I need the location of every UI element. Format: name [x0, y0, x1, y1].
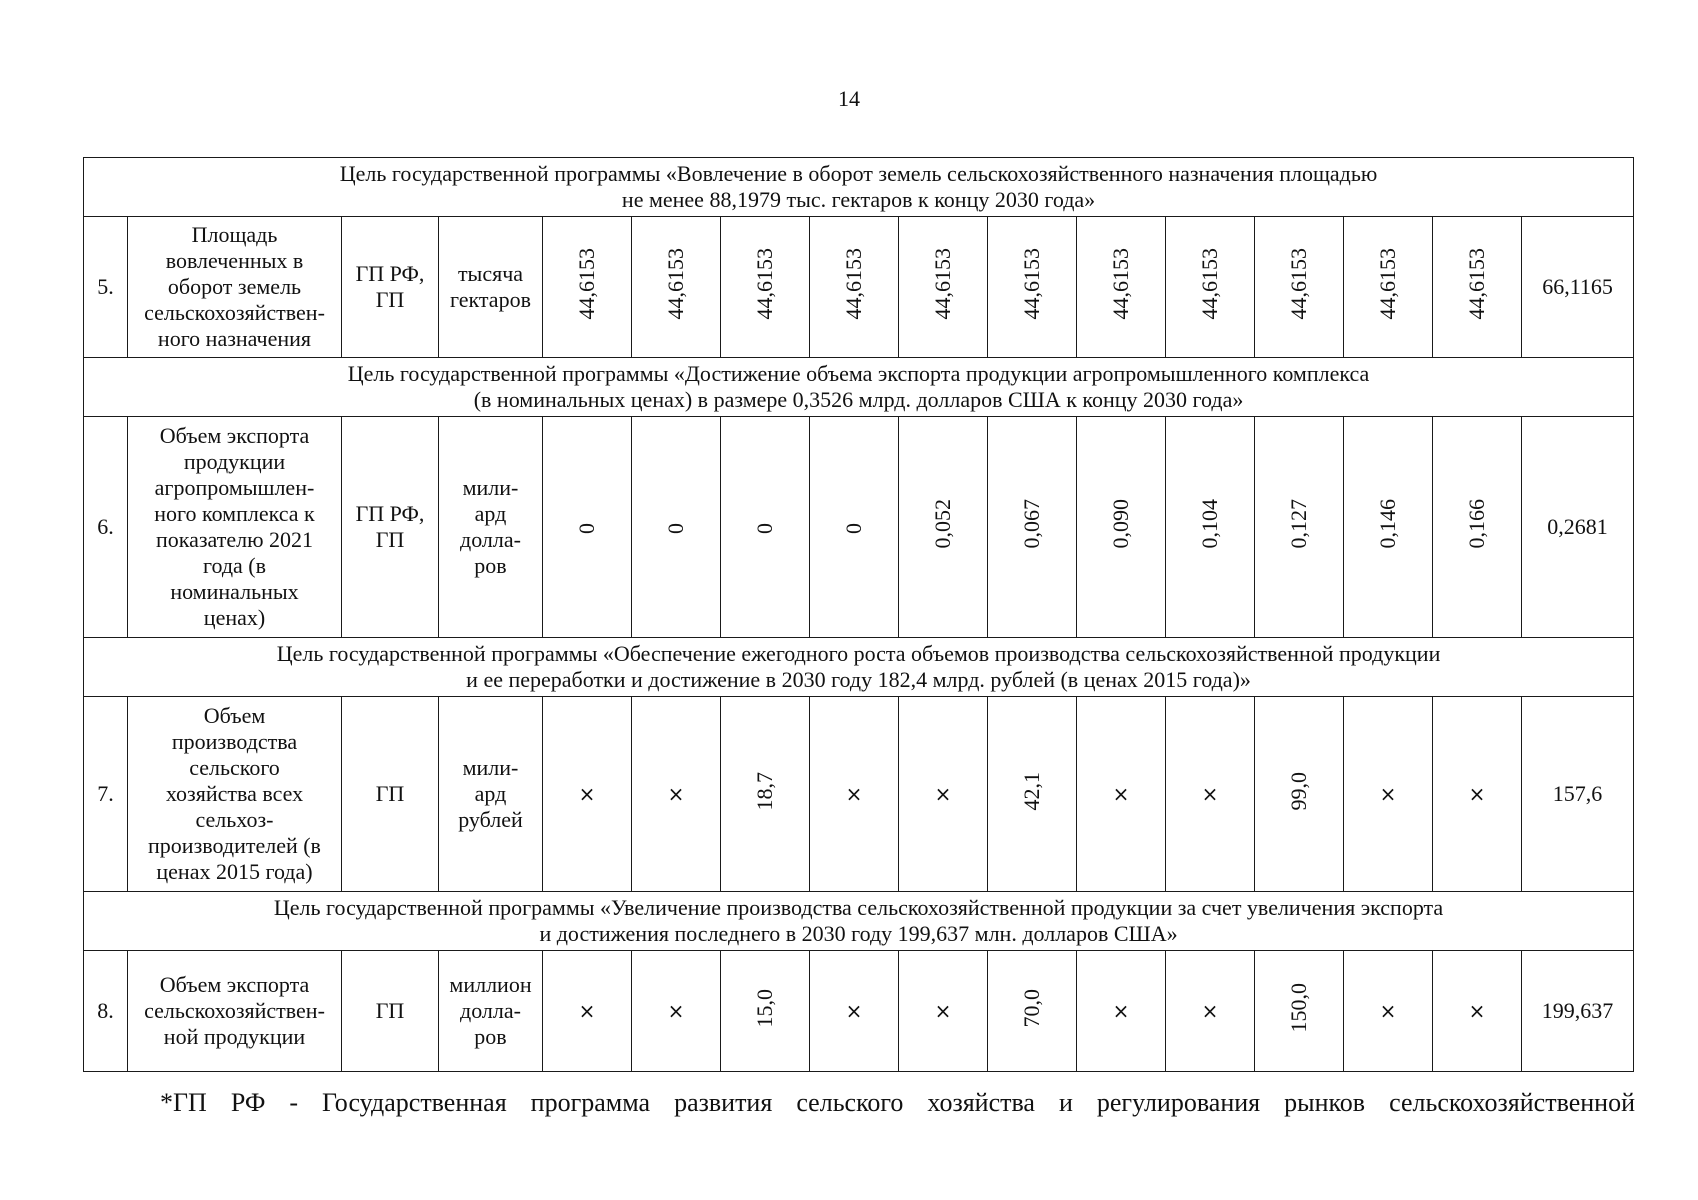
value-cell: [810, 951, 899, 1072]
value-text: 0,146: [1375, 499, 1400, 549]
not-applicable-mark: ×: [667, 782, 685, 806]
value-text: 0,127: [1286, 499, 1311, 549]
value-cell: [899, 951, 988, 1072]
row-number: 7.: [84, 697, 128, 892]
value-cell: [543, 417, 632, 638]
program-line: ГП: [375, 998, 405, 1023]
value-cell: [543, 217, 632, 358]
value-cell: [899, 217, 988, 358]
unit-line: миллион: [449, 972, 532, 997]
value-cell: [721, 217, 810, 358]
goal-text: и достижения последнего в 2030 году 199,637 млн. долларов США»: [539, 921, 1178, 946]
indicator-name-line: ценах): [203, 605, 266, 630]
value-cell: [543, 951, 632, 1072]
value-cell: [810, 417, 899, 638]
indicator-name-line: ного комплекса к: [154, 501, 315, 526]
unit-line: ард: [474, 501, 507, 526]
value-cell: [1077, 417, 1166, 638]
not-applicable-mark: ×: [1112, 999, 1130, 1023]
value-cell: [988, 951, 1077, 1072]
program-line: ГП: [375, 781, 405, 806]
indicator-name-line: оборот земель: [167, 274, 302, 299]
value-text: 70,0: [1019, 988, 1044, 1028]
indicator-row: [84, 217, 1634, 358]
indicator-name-line: ценах 2015 года): [156, 859, 313, 884]
program-line: ГП: [375, 527, 405, 552]
value-text: 0: [841, 523, 866, 534]
indicator-name: [128, 417, 342, 638]
indicator-name-line: номинальных: [170, 579, 299, 604]
indicator-name-line: года (в: [202, 553, 266, 578]
indicator-row: [84, 417, 1634, 638]
total-value: 199,637: [1522, 951, 1634, 1072]
indicator-name-line: Объем: [203, 703, 266, 728]
value-cell: [1433, 417, 1522, 638]
value-cell: [1077, 951, 1166, 1072]
value-text: 44,6153: [1286, 248, 1311, 320]
value-cell: [988, 217, 1077, 358]
value-cell: [1433, 951, 1522, 1072]
indicator-name-line: хозяйства всех: [165, 781, 304, 806]
program-line: ГП РФ,: [355, 261, 425, 286]
unit-line: ров: [474, 553, 507, 578]
indicator-name-line: Площадь: [191, 222, 278, 247]
unit-line: мили-: [462, 475, 519, 500]
value-cell: [721, 417, 810, 638]
value-text: 0,104: [1197, 499, 1222, 549]
value-cell: [721, 951, 810, 1072]
value-cell: [1344, 217, 1433, 358]
not-applicable-mark: ×: [1201, 999, 1219, 1023]
goal-cell: [84, 158, 1634, 217]
page-number: 14: [838, 86, 860, 111]
goal-text: Цель государственной программы «Увеличение производства сельскохозяйственной продукции за счет увеличения экспорта: [273, 895, 1444, 920]
value-cell: [988, 697, 1077, 892]
goal-cell: [84, 358, 1634, 417]
indicator-name-line: вовлеченных в: [165, 248, 304, 273]
not-applicable-mark: ×: [1468, 999, 1486, 1023]
total-value: 157,6: [1522, 697, 1634, 892]
indicator-name-line: сельского: [189, 755, 280, 780]
value-cell: [1166, 951, 1255, 1072]
program-cell: [342, 697, 439, 892]
indicator-name-line: сельскохозяйствен-: [144, 300, 325, 325]
unit-line: ард: [474, 781, 507, 806]
unit-cell: [439, 217, 543, 358]
indicators-table: [83, 157, 1634, 1072]
value-text: 0: [663, 523, 688, 534]
goal-text: Цель государственной программы «Обеспечение ежегодного роста объемов производства сельскохозяйственной продукции: [276, 641, 1441, 666]
value-text: 44,6153: [574, 248, 599, 320]
value-cell: [1255, 417, 1344, 638]
value-cell: [810, 217, 899, 358]
value-text: 44,6153: [930, 248, 955, 320]
value-text: 0,052: [930, 499, 955, 549]
not-applicable-mark: ×: [934, 999, 952, 1023]
value-text: 0,166: [1464, 499, 1489, 549]
value-text: 44,6153: [752, 248, 777, 320]
indicator-name-line: ной продукции: [163, 1024, 306, 1049]
program-line: ГП РФ,: [355, 501, 425, 526]
indicator-name-line: производителей (в: [148, 833, 321, 858]
value-cell: [1077, 217, 1166, 358]
goal-text: Цель государственной программы «Достижение объема экспорта продукции агропромышленного комплекса: [347, 361, 1370, 386]
indicator-name-line: ного назначения: [157, 326, 312, 351]
row-number: 6.: [84, 417, 128, 638]
indicator-name-line: производства: [171, 729, 298, 754]
value-text: 15,0: [752, 988, 777, 1028]
value-cell: [721, 697, 810, 892]
not-applicable-mark: ×: [845, 782, 863, 806]
not-applicable-mark: ×: [934, 782, 952, 806]
value-cell: [1255, 217, 1344, 358]
unit-line: ров: [474, 1024, 507, 1049]
value-cell: [899, 417, 988, 638]
value-cell: [1077, 697, 1166, 892]
indicator-name: [128, 217, 342, 358]
unit-line: гектаров: [450, 287, 531, 312]
not-applicable-mark: ×: [1112, 782, 1130, 806]
indicator-name: [128, 697, 342, 892]
value-cell: [1344, 951, 1433, 1072]
goal-row: [84, 892, 1634, 951]
value-text: 44,6153: [841, 248, 866, 320]
value-cell: [810, 697, 899, 892]
goal-cell: [84, 638, 1634, 697]
value-cell: [632, 217, 721, 358]
value-text: 42,1: [1019, 771, 1044, 811]
indicator-name-line: Объем экспорта: [159, 972, 310, 997]
unit-line: мили-: [462, 755, 519, 780]
indicator-row: [84, 951, 1634, 1072]
indicator-name-line: продукции: [183, 449, 286, 474]
total-value: 0,2681: [1522, 417, 1634, 638]
value-text: 44,6153: [1464, 248, 1489, 320]
value-cell: [1433, 217, 1522, 358]
value-text: 44,6153: [663, 248, 688, 320]
program-cell: [342, 217, 439, 358]
row-number: 5.: [84, 217, 128, 358]
value-text: 0,067: [1019, 499, 1044, 549]
row-number: 8.: [84, 951, 128, 1072]
not-applicable-mark: ×: [1201, 782, 1219, 806]
value-text: 99,0: [1286, 771, 1311, 811]
value-cell: [1166, 217, 1255, 358]
not-applicable-mark: ×: [1468, 782, 1486, 806]
goal-row: [84, 638, 1634, 697]
indicator-name-line: показателю 2021: [155, 527, 314, 552]
not-applicable-mark: ×: [1379, 782, 1397, 806]
value-text: 44,6153: [1197, 248, 1222, 320]
value-cell: [632, 417, 721, 638]
footnote: *ГП РФ - Государственная программа развития сельского хозяйства и регулирования рынков сельскохозяйственной: [160, 1088, 1635, 1117]
program-cell: [342, 951, 439, 1072]
indicator-name-line: агропромышлен-: [154, 475, 315, 500]
unit-cell: [439, 417, 543, 638]
value-cell: [1255, 697, 1344, 892]
unit-line: долла-: [460, 998, 521, 1023]
unit-cell: [439, 697, 543, 892]
not-applicable-mark: ×: [578, 782, 596, 806]
unit-line: тысяча: [457, 261, 524, 286]
value-text: 18,7: [752, 771, 777, 811]
program-cell: [342, 417, 439, 638]
unit-line: рублей: [458, 807, 523, 832]
not-applicable-mark: ×: [667, 999, 685, 1023]
value-cell: [1344, 697, 1433, 892]
indicator-name-line: Объем экспорта: [159, 423, 310, 448]
indicator-row: [84, 697, 1634, 892]
value-text: 0,090: [1108, 499, 1133, 549]
value-cell: [1433, 697, 1522, 892]
goal-text: не менее 88,1979 тыс. гектаров к концу 2030 года»: [621, 187, 1096, 212]
indicator-name-line: сельхоз-: [195, 807, 274, 832]
value-cell: [1166, 697, 1255, 892]
value-text: 0: [574, 523, 599, 534]
value-cell: [1344, 417, 1433, 638]
goal-text: (в номинальных ценах) в размере 0,3526 млрд. долларов США к концу 2030 года»: [473, 387, 1244, 412]
goal-cell: [84, 892, 1634, 951]
value-text: 0: [752, 523, 777, 534]
goal-text: Цель государственной программы «Вовлечение в оборот земель сельскохозяйственного назначения площадью: [339, 161, 1378, 186]
table-body: [84, 158, 1634, 1072]
total-value: 66,1165: [1522, 217, 1634, 358]
value-text: 44,6153: [1375, 248, 1400, 320]
program-line: ГП: [375, 287, 405, 312]
indicator-name: [128, 951, 342, 1072]
not-applicable-mark: ×: [1379, 999, 1397, 1023]
value-cell: [988, 417, 1077, 638]
value-cell: [899, 697, 988, 892]
value-cell: [632, 951, 721, 1072]
value-cell: [632, 697, 721, 892]
not-applicable-mark: ×: [578, 999, 596, 1023]
not-applicable-mark: ×: [845, 999, 863, 1023]
value-cell: [1166, 417, 1255, 638]
goal-text: и ее переработки и достижение в 2030 году 182,4 млрд. рублей (в ценах 2015 года)»: [466, 667, 1251, 692]
value-text: 44,6153: [1019, 248, 1044, 320]
unit-cell: [439, 951, 543, 1072]
value-cell: [543, 697, 632, 892]
value-text: 44,6153: [1108, 248, 1133, 320]
value-text: 150,0: [1286, 983, 1311, 1033]
goal-row: [84, 158, 1634, 217]
goal-row: [84, 358, 1634, 417]
indicator-name-line: сельскохозяйствен-: [144, 998, 325, 1023]
unit-line: долла-: [460, 527, 521, 552]
value-cell: [1255, 951, 1344, 1072]
